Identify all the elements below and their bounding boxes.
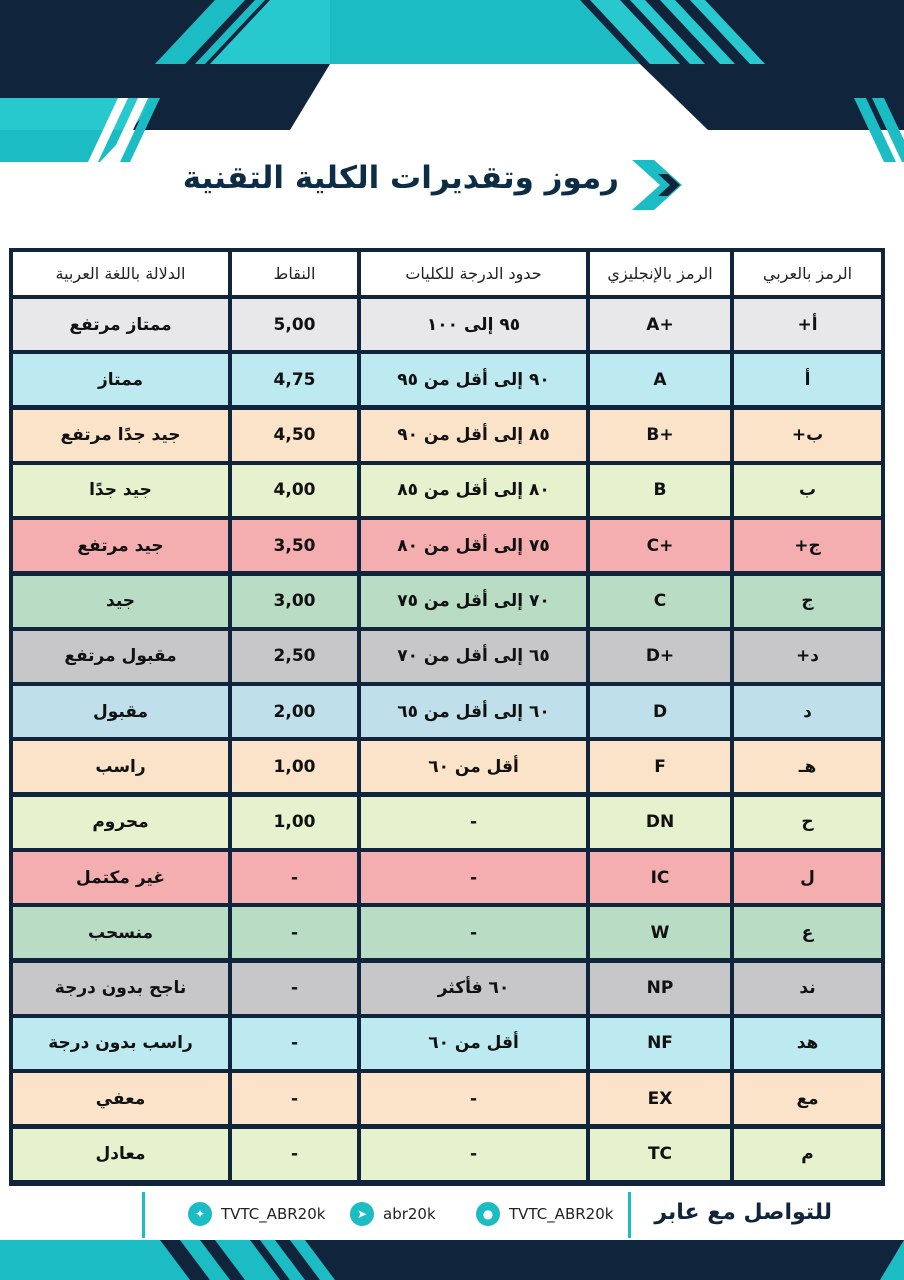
title-area — [0, 150, 904, 220]
cell-meaning: معادل — [13, 1129, 228, 1180]
telegram-handle: abr20k — [383, 1205, 436, 1223]
cell-range: ٧٥ إلى أقل من ٨٠ — [361, 520, 586, 571]
cell-en-code: NP — [590, 963, 730, 1014]
grade-table — [9, 248, 885, 1186]
cell-ar-code: ل — [734, 852, 881, 903]
cell-points: 2,00 — [232, 686, 357, 737]
page-title: رموز وتقديرات الكلية التقنية — [182, 160, 619, 196]
cell-ar-code: ج+ — [734, 520, 881, 571]
footer-divider — [628, 1192, 631, 1238]
cell-range: - — [361, 1129, 586, 1180]
chevron-right-icon — [632, 160, 692, 210]
cell-ar-code: ج — [734, 576, 881, 627]
cell-points: - — [232, 907, 357, 958]
cell-meaning: راسب — [13, 741, 228, 792]
telegram-link[interactable] — [350, 1202, 436, 1226]
cell-meaning: ناجح بدون درجة — [13, 963, 228, 1014]
cell-meaning: جيد — [13, 576, 228, 627]
cell-meaning: منسحب — [13, 907, 228, 958]
cell-range: ٦٠ فأكثر — [361, 963, 586, 1014]
cell-range: ٨٥ إلى أقل من ٩٠ — [361, 410, 586, 461]
cell-meaning: معفي — [13, 1073, 228, 1124]
cell-points: 2,50 — [232, 631, 357, 682]
cell-ar-code: ب+ — [734, 410, 881, 461]
header-range: حدود الدرجة للكليات — [361, 252, 586, 295]
cell-en-code: D — [590, 686, 730, 737]
header-points: النقاط — [232, 252, 357, 295]
cell-en-code: IC — [590, 852, 730, 903]
cell-meaning: راسب بدون درجة — [13, 1018, 228, 1069]
cell-range: ٦٥ إلى أقل من ٧٠ — [361, 631, 586, 682]
cell-range: ٨٠ إلى أقل من ٨٥ — [361, 465, 586, 516]
cell-points: 4,00 — [232, 465, 357, 516]
cell-range: - — [361, 852, 586, 903]
cell-points: - — [232, 1129, 357, 1180]
cell-meaning: غير مكتمل — [13, 852, 228, 903]
cell-points: 4,75 — [232, 354, 357, 405]
cell-meaning: ممتاز — [13, 354, 228, 405]
cell-points: 1,00 — [232, 741, 357, 792]
cell-points: - — [232, 852, 357, 903]
snapchat-handle: TVTC_ABR20k — [509, 1205, 614, 1223]
footer — [0, 1192, 904, 1240]
cell-en-code: C — [590, 576, 730, 627]
footer-divider — [142, 1192, 145, 1238]
cell-en-code: NF — [590, 1018, 730, 1069]
telegram-icon: ➤ — [350, 1202, 374, 1226]
cell-ar-code: م — [734, 1129, 881, 1180]
cell-en-code: W — [590, 907, 730, 958]
cell-points: - — [232, 1018, 357, 1069]
cell-points: 1,00 — [232, 797, 357, 848]
cell-points: - — [232, 1073, 357, 1124]
cell-range: - — [361, 1073, 586, 1124]
cell-en-code: A — [590, 354, 730, 405]
cell-meaning: جيد جدًا — [13, 465, 228, 516]
cell-ar-code: مع — [734, 1073, 881, 1124]
snapchat-icon: ● — [476, 1202, 500, 1226]
cell-ar-code: أ+ — [734, 299, 881, 350]
header-ar-code: الرمز بالعربي — [734, 252, 881, 295]
cell-range: ٧٠ إلى أقل من ٧٥ — [361, 576, 586, 627]
twitter-handle: TVTC_ABR20k — [221, 1205, 326, 1223]
contact-title: للتواصل مع عابر — [654, 1200, 832, 1225]
cell-ar-code: هد — [734, 1018, 881, 1069]
cell-ar-code: هـ — [734, 741, 881, 792]
twitter-link[interactable] — [188, 1202, 325, 1226]
cell-range: - — [361, 797, 586, 848]
cell-points: - — [232, 963, 357, 1014]
header-en-code: الرمز بالإنجليزي — [590, 252, 730, 295]
cell-meaning: مقبول مرتفع — [13, 631, 228, 682]
cell-ar-code: أ — [734, 354, 881, 405]
cell-points: 5,00 — [232, 299, 357, 350]
cell-en-code: DN — [590, 797, 730, 848]
cell-meaning: مقبول — [13, 686, 228, 737]
cell-range: ٩٥ إلى ١٠٠ — [361, 299, 586, 350]
cell-ar-code: د+ — [734, 631, 881, 682]
cell-en-code: TC — [590, 1129, 730, 1180]
cell-en-code: D+ — [590, 631, 730, 682]
cell-en-code: B+ — [590, 410, 730, 461]
cell-range: أقل من ٦٠ — [361, 1018, 586, 1069]
cell-ar-code: ب — [734, 465, 881, 516]
twitter-icon: ✦ — [188, 1202, 212, 1226]
cell-ar-code: ع — [734, 907, 881, 958]
cell-points: 3,00 — [232, 576, 357, 627]
cell-meaning: محروم — [13, 797, 228, 848]
cell-range: - — [361, 907, 586, 958]
cell-meaning: ممتاز مرتفع — [13, 299, 228, 350]
cell-en-code: B — [590, 465, 730, 516]
cell-ar-code: د — [734, 686, 881, 737]
cell-meaning: جيد جدًا مرتفع — [13, 410, 228, 461]
cell-en-code: C+ — [590, 520, 730, 571]
cell-ar-code: ح — [734, 797, 881, 848]
cell-range: أقل من ٦٠ — [361, 741, 586, 792]
cell-meaning: جيد مرتفع — [13, 520, 228, 571]
cell-ar-code: ند — [734, 963, 881, 1014]
cell-en-code: EX — [590, 1073, 730, 1124]
header-meaning: الدلالة باللغة العربية — [13, 252, 228, 295]
cell-points: 3,50 — [232, 520, 357, 571]
cell-range: ٦٠ إلى أقل من ٦٥ — [361, 686, 586, 737]
cell-range: ٩٠ إلى أقل من ٩٥ — [361, 354, 586, 405]
snapchat-link[interactable] — [476, 1202, 613, 1226]
cell-en-code: A+ — [590, 299, 730, 350]
cell-en-code: F — [590, 741, 730, 792]
cell-points: 4,50 — [232, 410, 357, 461]
